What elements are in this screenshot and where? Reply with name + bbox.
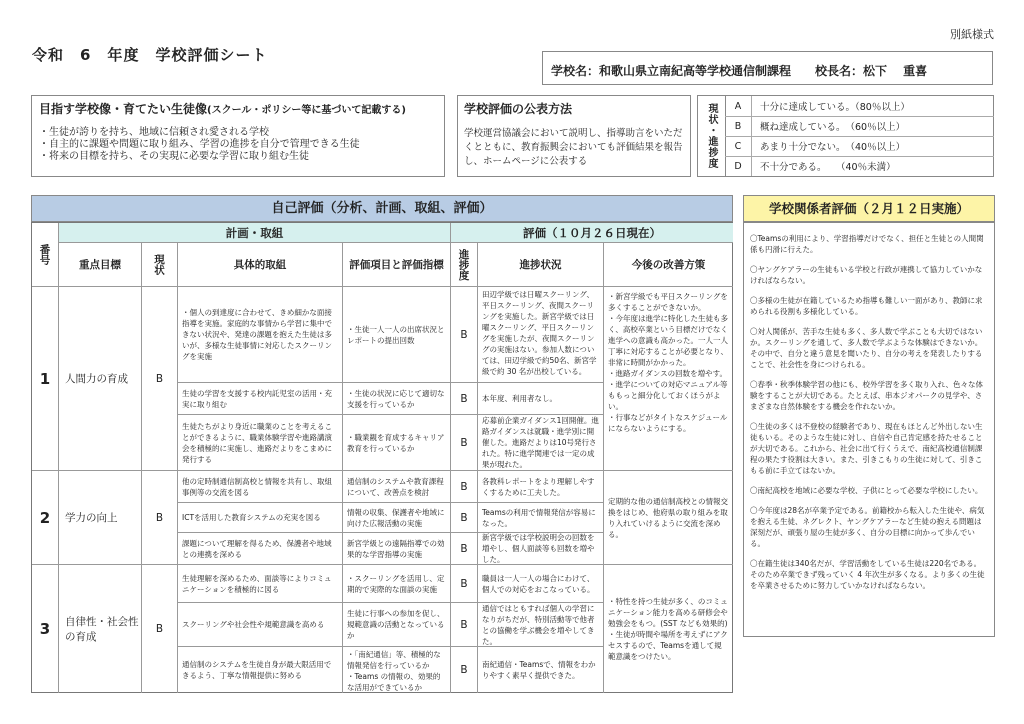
stakeholder-paragraph: 〇ヤングケアラーの生徒もいる学校と行政が連携して協力していかなければならない。 — [750, 265, 983, 285]
progress-grade: B — [451, 471, 478, 503]
rating-desc: 不十分である。 （40％未満） — [760, 162, 896, 173]
school-info: 学校名：和歌山県立南紀高等学校通信制課程 校長名：松下 重喜 — [542, 51, 993, 85]
goal-name: 人間力の育成 — [59, 287, 142, 471]
col-improve-header: 今後の改善方策 — [604, 243, 733, 287]
indicator-cell: ・職業観を育成するキャリア教育を行っているか — [343, 415, 451, 471]
rating-grade: C — [725, 136, 752, 156]
progress-grade: B — [451, 287, 478, 383]
improve-cell: ・特性を持つ生徒が多く、のコミュニケーション能力を高める研修会や勉強会をもつ。(SST なども効果的) ・生徒が時間や場所を考えずにアクセスするので、Teamsを通して規範意識をつけたい。 — [608, 597, 728, 661]
progress-cell: 各教科レポートをより理解しやすくするために工夫した。 — [478, 471, 604, 503]
progress-cell: Teamsの利用で情報発信が容易になった。 — [478, 503, 604, 533]
stakeholder-paragraph: 〇南紀高校を地域に必要な学校、子供にとって必要な学校にしたい。 — [750, 486, 983, 495]
vision-heading — [39, 100, 437, 117]
col-action-header: 具体的取組 — [178, 243, 343, 287]
vision-heading-text: 目指す学校像・育てたい生徒像 — [39, 102, 208, 116]
progress-cell: 通信ではともすれば個人の学習になりがちだが、特別活動等で他者との協働を学ぶ機会を増やしてきた。 — [478, 603, 604, 647]
goal-number: 2 — [32, 471, 59, 565]
progress-cell: 職員は一人一人の場合にわけて、個人での対応をおこなっている。 — [478, 565, 604, 603]
rating-grade: B — [725, 116, 752, 136]
rating-grade: A — [725, 96, 752, 116]
progress-cell: 新宮学級では学校説明会の回数を増やし、個人面談等も回数を増やした。 — [478, 533, 604, 565]
stakeholder-paragraph: 〇生徒の多くは不登校の経験者であり、現在もほとんど外出しない生徒もいる。そのような生徒に対し、自信や自己肯定感を持たせることが大切である。これから、社会に出て行くうえで、南紀高校通信制課程の果たす役割は大きい。また、引きこもりの生徒に対して、引きこもる前に手立てはないか。 — [750, 422, 983, 475]
action-cell: スクーリングや社会性や規範意識を高める — [178, 603, 343, 647]
col-grade-header: 進捗度 — [451, 243, 478, 287]
vision-line: ・将来の目標を持ち、その実現に必要な学習に取り組む生徒 — [39, 151, 309, 162]
col-goal-header: 重点目標 — [59, 243, 142, 287]
action-cell: 通信制のシステムを生徒自身が最大限活用できるよう、丁寧な情報提供に努める — [178, 647, 343, 693]
publication-text: 学校運営協議会において説明し、指導助言をいただくとともに、教育振興会においても評価結果を報告し、ホームページに公表する — [464, 128, 683, 167]
col-indicator-header: 評価項目と評価指標 — [343, 243, 451, 287]
col-no-header: 番号 — [32, 223, 59, 287]
progress-grade: B — [451, 533, 478, 565]
stakeholder-paragraph: 〇在籍生徒は340名だが、学習活動をしている生徒は220名である。そのため卒業できず残っていく 4 年次生が多くなる。より多くの生徒を卒業させるために努力していかなければならない。 — [750, 559, 985, 590]
vision-box — [31, 95, 445, 177]
eval-header: 評価（１０月２６日現在） — [451, 223, 733, 243]
progress-grade: B — [451, 603, 478, 647]
vision-heading-note: (スクール・ポリシー等に基づいて記載する) — [207, 105, 406, 116]
stakeholder-paragraph: 〇多様の生徒が在籍しているため指導も難しい一面があり、教師に求められる役割も多様化している。 — [750, 296, 983, 316]
goal-number: 1 — [32, 287, 59, 471]
col-status-header: 現状 — [142, 243, 178, 287]
action-cell: 課題について理解を得るため、保護者や地域との連携を深める — [178, 533, 343, 565]
action-cell: ICTを活用した教育システムの充実を図る — [178, 503, 343, 533]
indicator-cell: 新宮学級との遠隔指導での効果的な学習指導の実施 — [343, 533, 451, 565]
col-progress-header: 進捗状況 — [478, 243, 604, 287]
rating-row — [725, 136, 994, 157]
form-label: 別紙様式 — [950, 28, 994, 41]
improve-cell: 定期的な他の通信制高校との情報交換をはじめ、他府県の取り組みを取り入れていけるように交流を深める。 — [604, 471, 733, 565]
indicator-cell: 通信制のシステムや教育課程について、改善点を検討 — [343, 471, 451, 503]
stakeholder-paragraph: 〇春季・秋季体験学習の他にも、校外学習を多く取り入れ、色々な体験をすることが大切である。たとえば、串本ジオパークの見学や、さまざまな自然体験をする機会を作れないか。 — [750, 380, 983, 411]
progress-cell: 本年度、利用者なし。 — [478, 383, 604, 415]
rating-row — [725, 116, 994, 137]
rating-row — [725, 96, 994, 117]
progress-grade: B — [451, 565, 478, 603]
rating-legend — [697, 95, 994, 177]
progress-grade: B — [451, 383, 478, 415]
action-cell: 生徒たちがより身近に職業のことを考えることができるように、職業体験学習や進路講演会を積極的に実施し、進路だよりをこまめに発行する — [178, 415, 343, 471]
progress-cell: 南紀通信・Teamsで、情報をわかりやすく素早く提供できた。 — [478, 647, 604, 693]
page-title: 令和 6 年度 学校評価シート — [32, 46, 268, 64]
rating-desc: 概ね達成している。 （60％以上） — [760, 122, 906, 133]
stakeholder-paragraph: 〇今年度は28名が卒業予定である。前籍校から転入した生徒や、病気を抱える生徒、ネグレクト、ヤングケアラーなど生徒の抱える問題は深刻だが、頑張り屋の生徒が多く、自分の目標に向かって歩んでいる。 — [750, 506, 985, 548]
plan-header: 計画・取組 — [59, 223, 451, 243]
rating-side-label: 現状・進捗度 — [698, 96, 726, 176]
vision-line: ・自主的に課題や問題に取り組み、学習の進捗を自分で管理できる生徒 — [39, 139, 360, 150]
goal-status: B — [142, 565, 178, 693]
publication-heading: 学校評価の公表方法 — [464, 102, 573, 116]
action-cell: 生徒の学習を支援する校内託児室の活用・充実に取り組む — [178, 383, 343, 415]
progress-grade: B — [451, 415, 478, 471]
improve-cell: ・新宮学級でも平日スクーリングを多くすることができないか。 ・今年度は進学に特化した生徒も多く、高校卒業という目標だけでなく進学への意識も高かった。一人一人丁寧に対応することが必要となり、非常に時間がかかった。 ・進路ガイダンスの回数を増やす。 ・進学についての対応マニュアル等ももっと細分化しておくほうがよい。 ・行事などがタイトなスケジュールにならないようにする。 — [604, 287, 733, 471]
rating-grade: D — [725, 156, 752, 176]
indicator-cell: ・スクーリングを活用し、定期的で実際的な面談の実施 — [343, 565, 451, 603]
action-cell: 他の定時制通信制高校と情報を共有し、取組事例等の交流を図る — [178, 471, 343, 503]
stakeholder-paragraph: 〇Teamsの利用により、学習指導だけでなく、担任と生徒との人間関係も円滑に行えた。 — [750, 234, 984, 254]
action-cell: ・個人の到達度に合わせて、きめ細かな面接指導を実施。家庭的な事情から学習に集中できない状況や、発達の課題を抱えた生徒は多いが、多様な生徒事情に対応したスクーリングを実施 — [178, 287, 343, 383]
goal-number: 3 — [32, 565, 59, 693]
self-eval-title: 自己評価（分析、計画、取組、評価） — [31, 195, 733, 222]
goal-status: B — [142, 287, 178, 471]
publication-box — [457, 95, 691, 177]
indicator-cell: 生徒に行事への参加を促し、規範意識の活動となっているか — [343, 603, 451, 647]
progress-grade: B — [451, 647, 478, 693]
goal-name: 自律性・社会性の育成 — [59, 565, 142, 693]
stakeholder-title: 学校関係者評価（２月１２日実施） — [743, 195, 995, 222]
goal-status: B — [142, 471, 178, 565]
rating-row — [725, 156, 994, 176]
indicator-cell: 情報の収集、保護者や地域に向けた広報活動の実施 — [343, 503, 451, 533]
indicator-cell: ・生徒の状況に応じて適切な支援を行っているか — [343, 383, 451, 415]
progress-cell: 田辺学級では日曜スクーリング、平日スクーリング、夜間スクーリングを実施した。新宮学級では日曜スクーリング、平日スクーリングを実施したが、夜間スクーリングの実施はない。参加人数については、田辺学級で約50名、新宮学級で約 30 名が出校している。 — [478, 287, 604, 383]
stakeholder-paragraph: 〇対人関係が、苦手な生徒も多く、多人数で学ぶことも大切ではないか。スクーリングを通して、多人数で学ぶような体験はできないか。その中で、自分と違う意見を聞いたり、自分の考えを発表したりすることで、社会性を身につけられる。 — [750, 327, 983, 369]
indicator-cell: ・「南紀通信」等、積極的な情報発信を行っているか ・Teams の情報の、効果的な活用ができているか — [343, 647, 451, 693]
rating-desc: あまり十分でない。 （40％以上） — [760, 142, 906, 153]
progress-grade: B — [451, 503, 478, 533]
stakeholder-box — [743, 222, 995, 637]
indicator-cell: ・生徒一人一人の出席状況とレポートの提出回数 — [343, 287, 451, 383]
evaluation-table — [31, 222, 733, 693]
vision-line: ・生徒が誇りを持ち、地域に信頼され愛される学校 — [39, 127, 269, 138]
action-cell: 生徒理解を深めるため、面談等によりコミュニケーションを積極的に図る — [178, 565, 343, 603]
goal-name: 学力の向上 — [59, 471, 142, 565]
progress-cell: 応募前企業ガイダンス1回開催。進路ガイダンスは就職・進学別に開催した。進路だよりは10号発行された。特に進学関連では一定の成果が現れた。 — [478, 415, 604, 471]
rating-desc: 十分に達成している。（80％以上） — [760, 102, 910, 113]
